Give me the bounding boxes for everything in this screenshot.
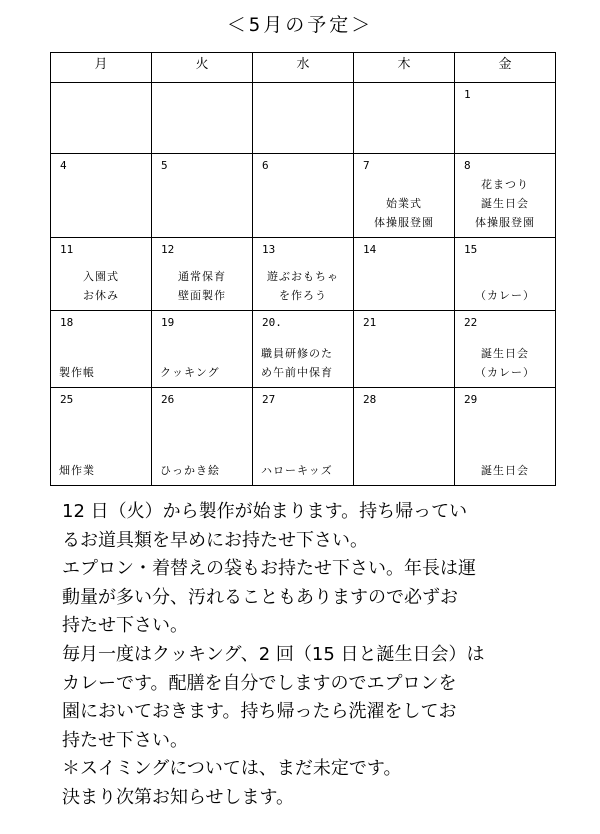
calendar-day-cell	[152, 388, 253, 486]
calendar-day-cell	[51, 154, 152, 238]
day-event	[253, 344, 353, 382]
note-line: 持たせ下さい。	[62, 729, 188, 751]
calendar-day-cell	[354, 238, 455, 311]
note-line: 毎月一度はクッキング、2 回（15 日と誕生日会）は	[62, 643, 485, 665]
event-line: 遊ぶおもちゃ	[267, 270, 339, 283]
day-number: 27	[262, 393, 276, 406]
day-number: 11	[60, 243, 74, 256]
day-event	[253, 461, 353, 480]
weekday-header: 月	[51, 53, 152, 83]
event-line: 誕生日会	[481, 347, 529, 360]
calendar-day-cell	[152, 154, 253, 238]
event-line: 製作帳	[59, 366, 95, 379]
day-number: 28	[363, 393, 377, 406]
calendar-day-cell	[152, 83, 253, 154]
calendar-day-cell	[152, 311, 253, 388]
calendar-day-cell	[152, 238, 253, 311]
day-number: 13	[262, 243, 276, 256]
day-number: 12	[161, 243, 175, 256]
day-number: 4	[60, 159, 67, 172]
page-title: ＜5月の予定＞	[226, 14, 374, 36]
event-line: （カレー）	[475, 366, 535, 379]
day-number: 5	[161, 159, 168, 172]
notes-section	[62, 498, 597, 813]
calendar-day-cell	[354, 388, 455, 486]
event-line: 誕生日会	[481, 197, 529, 210]
note-line: エプロン・着替えの袋もお持たせ下さい。年長は運	[62, 558, 476, 580]
calendar-day-cell	[455, 83, 556, 154]
day-number: 14	[363, 243, 377, 256]
calendar-week-row	[51, 311, 556, 388]
day-event	[152, 267, 252, 305]
calendar-day-cell	[253, 83, 354, 154]
day-number: 19	[161, 316, 175, 329]
note-line: ＊スイミングについては、まだ未定です。	[62, 758, 402, 780]
calendar-day-cell	[253, 388, 354, 486]
day-event	[152, 363, 252, 382]
day-number: 25	[60, 393, 74, 406]
event-line: を作ろう	[279, 289, 327, 302]
calendar-day-cell	[455, 388, 556, 486]
day-event	[51, 267, 151, 305]
event-line: ハローキッズ	[261, 464, 333, 477]
calendar-week-row	[51, 388, 556, 486]
event-line: 体操服登園	[374, 216, 434, 229]
day-event	[253, 267, 353, 305]
calendar-day-cell	[253, 154, 354, 238]
day-event	[354, 194, 454, 232]
event-line: 誕生日会	[481, 464, 529, 477]
event-line: 体操服登園	[475, 216, 535, 229]
event-line: お休み	[83, 289, 119, 302]
calendar-week-row	[51, 238, 556, 311]
day-number: 1	[464, 88, 471, 101]
calendar-day-cell	[354, 83, 455, 154]
calendar-day-cell	[455, 238, 556, 311]
event-line: め午前中保育	[261, 366, 333, 379]
weekday-header-row	[51, 53, 556, 83]
day-number: 26	[161, 393, 175, 406]
calendar-day-cell	[51, 311, 152, 388]
note-line: 園においておきます。持ち帰ったら洗濯をしてお	[62, 701, 457, 723]
note-line: 決まり次第お知らせします。	[62, 786, 295, 808]
calendar-day-cell	[455, 311, 556, 388]
day-event	[455, 344, 555, 382]
day-event	[455, 461, 555, 480]
calendar-week-row	[51, 154, 556, 238]
day-number: 6	[262, 159, 269, 172]
note-line: カレーです。配膳を自分でしますのでエプロンを	[62, 672, 457, 694]
calendar-day-cell	[253, 238, 354, 311]
day-number: 21	[363, 316, 377, 329]
day-event	[455, 286, 555, 305]
day-number: 8	[464, 159, 471, 172]
calendar-day-cell	[51, 238, 152, 311]
calendar-table	[50, 52, 556, 486]
calendar-week-row	[51, 83, 556, 154]
day-event	[455, 175, 555, 232]
note-line: るお道具類を早めにお持たせ下さい。	[62, 529, 368, 551]
weekday-header: 水	[253, 53, 354, 83]
weekday-header: 木	[354, 53, 455, 83]
day-number: 15	[464, 243, 478, 256]
day-number: 7	[363, 159, 370, 172]
calendar-day-cell	[455, 154, 556, 238]
day-number: 20.	[262, 316, 282, 329]
event-line: 畑作業	[59, 464, 95, 477]
event-line: 花まつり	[481, 178, 529, 191]
event-line: 入園式	[83, 270, 119, 283]
event-line: 壁面製作	[178, 289, 226, 302]
day-event	[152, 461, 252, 480]
calendar-day-cell	[51, 83, 152, 154]
calendar-day-cell	[354, 154, 455, 238]
event-line: 始業式	[386, 197, 422, 210]
calendar-day-cell	[253, 311, 354, 388]
day-event	[51, 461, 151, 480]
day-event	[51, 363, 151, 382]
event-line: 職員研修のた	[261, 347, 333, 360]
event-line: （カレー）	[475, 289, 535, 302]
event-line: 通常保育	[178, 270, 226, 283]
event-line: ひっかき絵	[160, 464, 220, 477]
event-line: クッキング	[160, 366, 220, 379]
weekday-header: 火	[152, 53, 253, 83]
calendar-day-cell	[51, 388, 152, 486]
note-line: 12 日（火）から製作が始まります。持ち帰ってい	[62, 501, 468, 522]
day-number: 29	[464, 393, 478, 406]
weekday-header: 金	[455, 53, 556, 83]
note-line: 持たせ下さい。	[62, 615, 188, 637]
day-number: 22	[464, 316, 478, 329]
note-line: 動量が多い分、汚れることもありますので必ずお	[62, 586, 458, 608]
calendar-day-cell	[354, 311, 455, 388]
day-number: 18	[60, 316, 74, 329]
